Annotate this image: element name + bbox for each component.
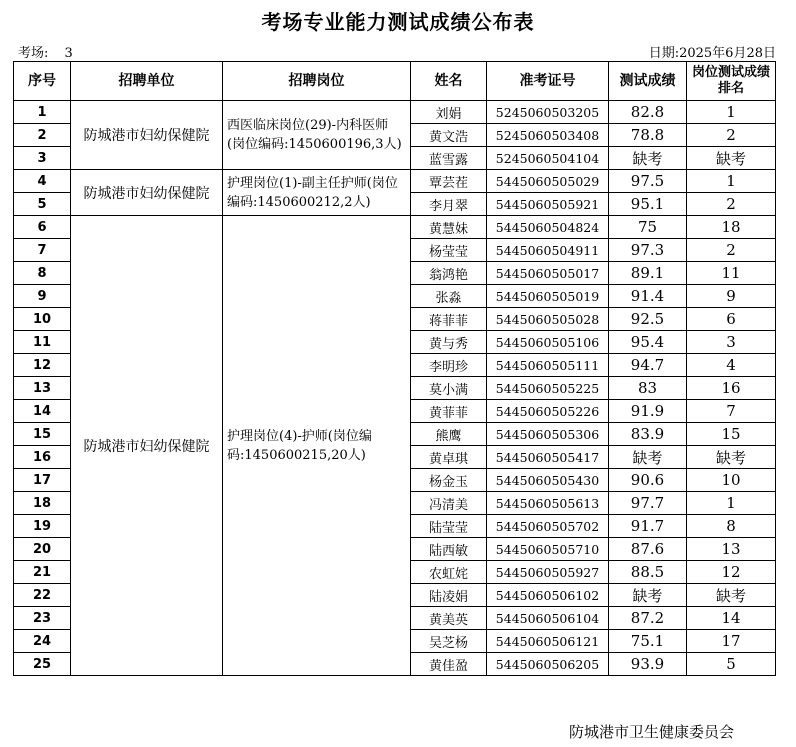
- row-exam-no: 5445060504824: [487, 216, 609, 239]
- row-rank: 10: [687, 469, 776, 492]
- row-rank: 17: [687, 630, 776, 653]
- row-seq: 4: [14, 170, 71, 193]
- row-seq: 24: [14, 630, 71, 653]
- row-score: 91.9: [609, 400, 687, 423]
- row-exam-no: 5245060503205: [487, 101, 609, 124]
- row-name: 黄与秀: [411, 331, 487, 354]
- row-exam-no: 5445060505306: [487, 423, 609, 446]
- row-score: 93.9: [609, 653, 687, 676]
- row-seq: 2: [14, 124, 71, 147]
- row-exam-no: 5445060505702: [487, 515, 609, 538]
- row-rank: 2: [687, 239, 776, 262]
- header-position: 招聘岗位: [223, 62, 411, 101]
- row-score: 83.9: [609, 423, 687, 446]
- row-seq: 17: [14, 469, 71, 492]
- row-seq: 3: [14, 147, 71, 170]
- row-rank: 7: [687, 400, 776, 423]
- page-title: 考场专业能力测试成绩公布表: [261, 10, 535, 34]
- row-rank: 缺考: [687, 584, 776, 607]
- row-seq: 8: [14, 262, 71, 285]
- row-score: 75: [609, 216, 687, 239]
- row-seq: 16: [14, 446, 71, 469]
- row-exam-no: 5445060506121: [487, 630, 609, 653]
- row-name: 冯清美: [411, 492, 487, 515]
- header-row: [14, 62, 776, 101]
- row-rank: 1: [687, 170, 776, 193]
- row-seq: 5: [14, 193, 71, 216]
- row-exam-no: 5445060505417: [487, 446, 609, 469]
- row-seq: 25: [14, 653, 71, 676]
- header-name: 姓名: [411, 62, 487, 101]
- row-name: 覃芸茬: [411, 170, 487, 193]
- row-seq: 22: [14, 584, 71, 607]
- exam-room-label: 考场:: [18, 46, 49, 61]
- row-name: 莫小满: [411, 377, 487, 400]
- row-score: 89.1: [609, 262, 687, 285]
- row-name: 李月翠: [411, 193, 487, 216]
- header-exam-no: 准考证号: [487, 62, 609, 101]
- row-name: 黄慧妹: [411, 216, 487, 239]
- row-exam-no: 5445060505017: [487, 262, 609, 285]
- row-seq: 23: [14, 607, 71, 630]
- row-rank: 16: [687, 377, 776, 400]
- row-rank: 1: [687, 101, 776, 124]
- row-exam-no: 5445060505019: [487, 285, 609, 308]
- row-name: 张淼: [411, 285, 487, 308]
- row-exam-no: 5445060505613: [487, 492, 609, 515]
- row-exam-no: 5445060505710: [487, 538, 609, 561]
- row-name: 蒋菲菲: [411, 308, 487, 331]
- row-seq: 6: [14, 216, 71, 239]
- row-seq: 20: [14, 538, 71, 561]
- row-rank: 缺考: [687, 147, 776, 170]
- row-seq: 1: [14, 101, 71, 124]
- row-score: 缺考: [609, 446, 687, 469]
- row-exam-no: 5445060506104: [487, 607, 609, 630]
- row-name: 杨金玉: [411, 469, 487, 492]
- row-unit: 防城港市妇幼保健院: [71, 216, 223, 676]
- row-exam-no: 5445060505225: [487, 377, 609, 400]
- row-rank: 12: [687, 561, 776, 584]
- row-score: 87.2: [609, 607, 687, 630]
- row-score: 97.7: [609, 492, 687, 515]
- table-row: [14, 170, 776, 193]
- row-name: 蓝雪露: [411, 147, 487, 170]
- row-name: 黄卓琪: [411, 446, 487, 469]
- row-rank: 3: [687, 331, 776, 354]
- exam-room-value: 3: [64, 46, 73, 61]
- row-name: 黄菲菲: [411, 400, 487, 423]
- row-exam-no: 5445060505029: [487, 170, 609, 193]
- row-seq: 11: [14, 331, 71, 354]
- row-score: 90.6: [609, 469, 687, 492]
- row-seq: 13: [14, 377, 71, 400]
- row-name: 吴芝杨: [411, 630, 487, 653]
- row-score: 缺考: [609, 147, 687, 170]
- row-rank: 18: [687, 216, 776, 239]
- row-rank: 2: [687, 124, 776, 147]
- row-rank: 9: [687, 285, 776, 308]
- row-exam-no: 5445060505927: [487, 561, 609, 584]
- row-name: 刘娟: [411, 101, 487, 124]
- row-score: 94.7: [609, 354, 687, 377]
- row-score: 97.3: [609, 239, 687, 262]
- header-seq: 序号: [14, 62, 71, 101]
- row-name: 熊鹰: [411, 423, 487, 446]
- table-row: [14, 101, 776, 124]
- table-row: [14, 216, 776, 239]
- row-score: 97.5: [609, 170, 687, 193]
- header-unit: 招聘单位: [71, 62, 223, 101]
- row-exam-no: 5445060505430: [487, 469, 609, 492]
- row-score: 91.7: [609, 515, 687, 538]
- row-seq: 21: [14, 561, 71, 584]
- row-score: 87.6: [609, 538, 687, 561]
- header-score: 测试成绩: [609, 62, 687, 101]
- row-position: 西医临床岗位(29)-内科医师(岗位编码:1450600196,3人): [223, 101, 411, 170]
- header-rank: 岗位测试成绩排名: [687, 62, 776, 101]
- row-rank: 4: [687, 354, 776, 377]
- row-seq: 18: [14, 492, 71, 515]
- row-rank: 8: [687, 515, 776, 538]
- row-score: 95.1: [609, 193, 687, 216]
- row-position: 护理岗位(4)-护师(岗位编码:1450600215,20人): [223, 216, 411, 676]
- row-exam-no: 5445060506102: [487, 584, 609, 607]
- row-score: 83: [609, 377, 687, 400]
- row-exam-no: 5445060505921: [487, 193, 609, 216]
- row-rank: 14: [687, 607, 776, 630]
- row-score: 92.5: [609, 308, 687, 331]
- row-name: 黄美英: [411, 607, 487, 630]
- row-name: 杨莹莹: [411, 239, 487, 262]
- row-exam-no: 5245060503408: [487, 124, 609, 147]
- row-name: 陆莹莹: [411, 515, 487, 538]
- row-seq: 10: [14, 308, 71, 331]
- row-exam-no: 5245060504104: [487, 147, 609, 170]
- row-seq: 7: [14, 239, 71, 262]
- row-name: 黄文浩: [411, 124, 487, 147]
- row-score: 95.4: [609, 331, 687, 354]
- row-name: 陆西敏: [411, 538, 487, 561]
- row-name: 翁鸿艳: [411, 262, 487, 285]
- row-name: 陆凌娟: [411, 584, 487, 607]
- row-score: 82.8: [609, 101, 687, 124]
- row-name: 黄佳盈: [411, 653, 487, 676]
- exam-date: 日期:2025年6月28日: [648, 46, 776, 61]
- footer-issuer: 防城港市卫生健康委员会: [568, 723, 734, 741]
- row-score: 88.5: [609, 561, 687, 584]
- row-rank: 2: [687, 193, 776, 216]
- table-body: [14, 101, 776, 676]
- row-score: 75.1: [609, 630, 687, 653]
- row-name: 农虹姹: [411, 561, 487, 584]
- row-rank: 5: [687, 653, 776, 676]
- row-rank: 6: [687, 308, 776, 331]
- row-score: 缺考: [609, 584, 687, 607]
- row-exam-no: 5445060506205: [487, 653, 609, 676]
- exam-room: [18, 42, 73, 61]
- row-seq: 15: [14, 423, 71, 446]
- row-exam-no: 5445060505028: [487, 308, 609, 331]
- score-table: [13, 61, 776, 676]
- row-rank: 缺考: [687, 446, 776, 469]
- row-unit: 防城港市妇幼保健院: [71, 170, 223, 216]
- row-name: 李明珍: [411, 354, 487, 377]
- row-exam-no: 5445060505111: [487, 354, 609, 377]
- row-exam-no: 5445060505226: [487, 400, 609, 423]
- row-seq: 12: [14, 354, 71, 377]
- row-exam-no: 5445060504911: [487, 239, 609, 262]
- row-rank: 1: [687, 492, 776, 515]
- row-seq: 9: [14, 285, 71, 308]
- row-position: 护理岗位(1)-副主任护师(岗位编码:1450600212,2人): [223, 170, 411, 216]
- row-exam-no: 5445060505106: [487, 331, 609, 354]
- row-rank: 15: [687, 423, 776, 446]
- row-score: 91.4: [609, 285, 687, 308]
- row-rank: 11: [687, 262, 776, 285]
- row-seq: 14: [14, 400, 71, 423]
- row-rank: 13: [687, 538, 776, 561]
- row-seq: 19: [14, 515, 71, 538]
- row-score: 78.8: [609, 124, 687, 147]
- row-unit: 防城港市妇幼保健院: [71, 101, 223, 170]
